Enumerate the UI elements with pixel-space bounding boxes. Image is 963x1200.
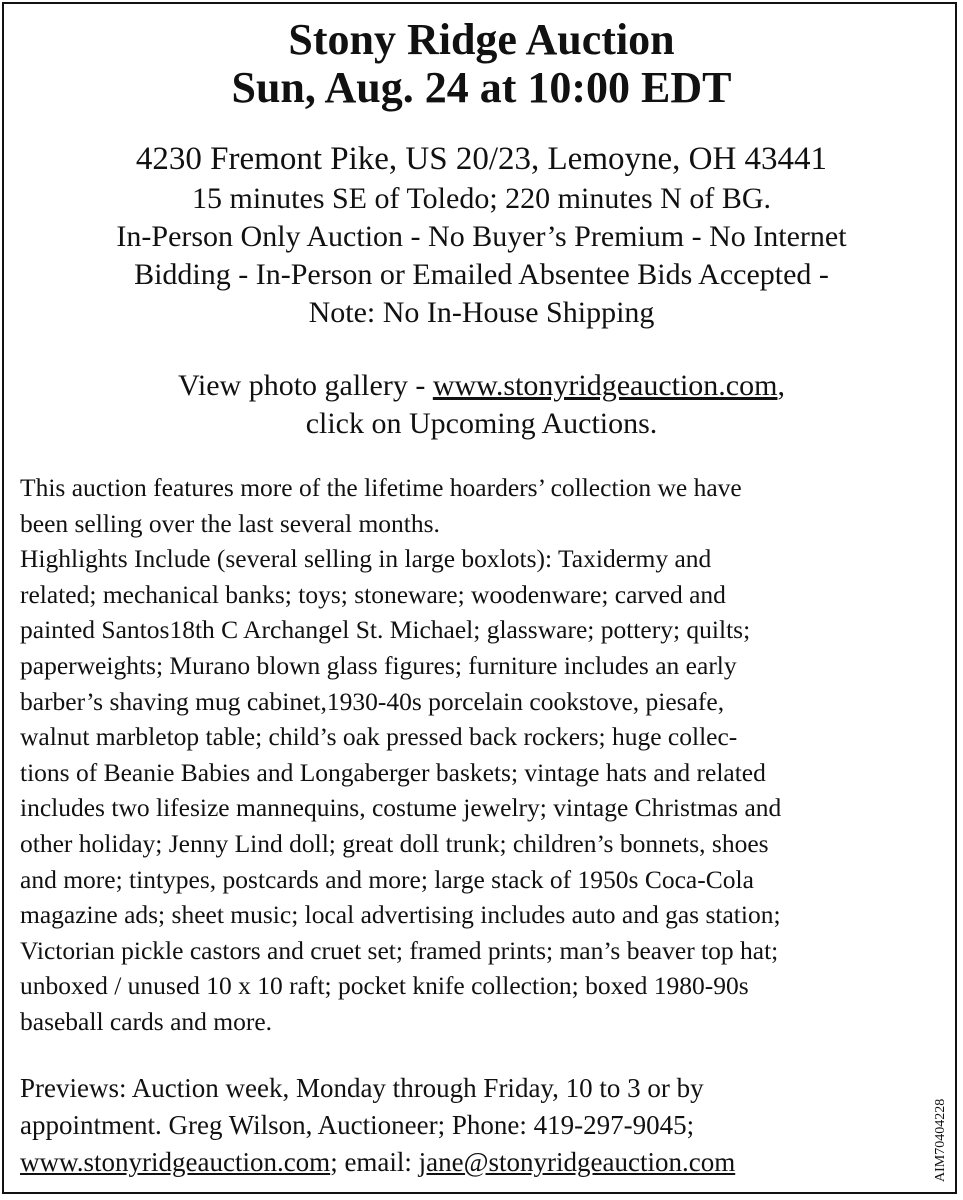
gallery-info bbox=[0, 367, 963, 443]
previews-contact bbox=[20, 1070, 920, 1181]
description-line: painted Santos18th C Archangel St. Michael; glassware; pottery; quilts; bbox=[20, 615, 751, 645]
gallery-website-link[interactable]: www.stonyridgeauction.com bbox=[432, 369, 778, 402]
description bbox=[20, 470, 945, 1040]
title-line-1: Stony Ridge Auction bbox=[288, 15, 675, 64]
description-line: tions of Beanie Babies and Longaberger baskets; vintage hats and related bbox=[20, 757, 766, 787]
description-line: magazine ads; sheet music; local advertising includes auto and gas station; bbox=[20, 900, 781, 930]
description-line: This auction features more of the lifetime hoarders’ collection we have bbox=[20, 473, 742, 502]
gallery-suffix: , bbox=[777, 369, 785, 402]
description-line: paperweights; Murano blown glass figures; furniture includes an early bbox=[20, 650, 737, 680]
description-line: includes two lifesize mannequins, costume jewelry; vintage Christmas and bbox=[20, 793, 782, 823]
ad-code: AIM70404228 bbox=[933, 1098, 948, 1182]
description-line: Victorian pickle castors and cruet set; framed prints; man’s beaver top hat; bbox=[20, 935, 779, 965]
gallery-prefix: View photo gallery - bbox=[178, 369, 433, 402]
ad-title bbox=[0, 16, 963, 112]
previews-line-2: appointment. Greg Wilson, Auctioneer; Phone: 419-297-9045; bbox=[20, 1110, 695, 1140]
website-link[interactable]: www.stonyridgeauction.com bbox=[20, 1147, 331, 1177]
description-line: and more; tintypes, postcards and more; large stack of 1950s Coca-Cola bbox=[20, 864, 754, 894]
directions: 15 minutes SE of Toledo; 220 minutes N of BG. bbox=[192, 182, 771, 215]
notice-line-2: Bidding - In-Person or Emailed Absentee Bids Accepted - bbox=[134, 258, 829, 291]
email-label: ; email: bbox=[330, 1147, 419, 1177]
gallery-line-2: click on Upcoming Auctions. bbox=[305, 407, 658, 440]
previews-line-3 bbox=[20, 1144, 920, 1181]
gallery-line-1 bbox=[0, 367, 963, 405]
email-link[interactable]: jane@stonyridgeauction.com bbox=[418, 1147, 736, 1177]
description-line: been selling over the last several months. bbox=[20, 508, 440, 538]
description-line: baseball cards and more. bbox=[20, 1006, 273, 1036]
description-line: related; mechanical banks; toys; stoneware; woodenware; carved and bbox=[20, 579, 726, 609]
title-line-2: Sun, Aug. 24 at 10:00 EDT bbox=[231, 63, 732, 112]
description-line: other holiday; Jenny Lind doll; great doll trunk; children’s bonnets, shoes bbox=[20, 828, 769, 858]
previews-line-1: Previews: Auction week, Monday through Friday, 10 to 3 or by bbox=[20, 1073, 704, 1103]
description-line: Highlights Include (several selling in large boxlots): Taxidermy and bbox=[20, 544, 712, 574]
address: 4230 Fremont Pike, US 20/23, Lemoyne, OH 43441 bbox=[135, 141, 828, 177]
description-line: walnut marbletop table; child’s oak pressed back rockers; huge collec- bbox=[20, 722, 738, 752]
notice-line-1: In-Person Only Auction - No Buyer’s Premium - No Internet bbox=[116, 220, 847, 253]
notice-line-3: Note: No In-House Shipping bbox=[308, 296, 655, 329]
description-line: barber’s shaving mug cabinet,1930-40s porcelain cookstove, piesafe, bbox=[20, 686, 725, 716]
description-line: unboxed / unused 10 x 10 raft; pocket knife collection; boxed 1980-90s bbox=[20, 971, 749, 1001]
